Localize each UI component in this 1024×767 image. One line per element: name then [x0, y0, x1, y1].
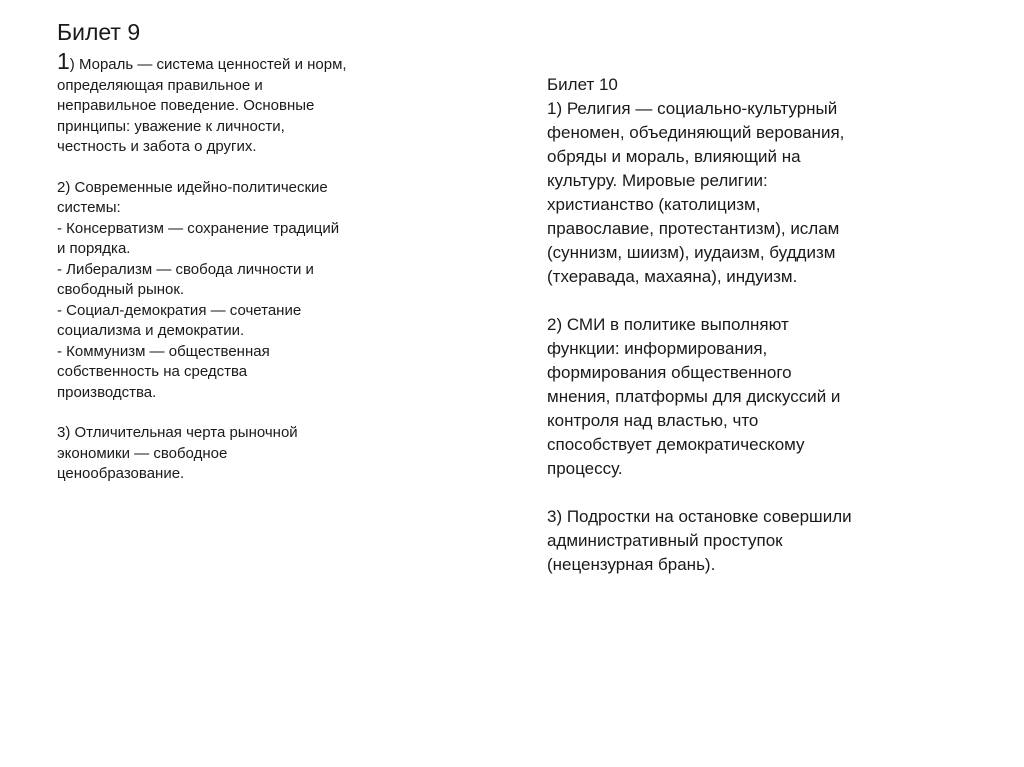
- ticket-9-item-2-line: и порядка.: [57, 240, 131, 257]
- ticket-10-item-3: [547, 505, 927, 577]
- ticket-9-item-1-line: [57, 48, 402, 76]
- ticket-10-item-2-line: контроля над властью, что: [547, 411, 759, 430]
- ticket-9-item-2-line: - Коммунизм — общественная: [57, 342, 270, 360]
- spacer: [547, 481, 927, 505]
- ticket-9-item-1-number: 1: [57, 48, 70, 74]
- ticket-9-item-2-line: собственность на средства: [57, 363, 248, 380]
- ticket-9-item-2-line: производства.: [57, 383, 157, 401]
- ticket-9-item-1-line: принципы: уважение к личности,: [57, 117, 285, 135]
- ticket-10-item-1-line: христианство (католицизм,: [547, 195, 761, 214]
- ticket-9-item-3-line: ценообразование.: [57, 465, 185, 482]
- ticket-9-item-2-line: социализма и демократии.: [57, 322, 245, 339]
- ticket-9-body: [57, 48, 402, 485]
- ticket-10-item-2: [547, 313, 927, 481]
- ticket-9-item-2: [57, 178, 402, 404]
- ticket-10-item-2-line: способствует демократическому: [547, 435, 805, 454]
- ticket-9-title: Билет 9: [57, 19, 141, 45]
- ticket-10-item-1-line: 1) Религия — социально-культурный: [547, 99, 838, 118]
- ticket-9-item-3-line: экономики — свободное: [57, 444, 228, 462]
- spacer: [547, 289, 927, 313]
- ticket-10-item-2-line: процессу.: [547, 459, 623, 478]
- ticket-9-item-2-line: - Либерализм — свобода личности и: [57, 260, 314, 278]
- ticket-9-item-1-line: определяющая правильное и: [57, 76, 263, 94]
- ticket-9-item-2-line: - Консерватизм — сохранение традиций: [57, 219, 340, 237]
- ticket-10-title: Билет 10: [547, 75, 618, 94]
- ticket-10-item-1-line: культуру. Мировые религии:: [547, 171, 768, 190]
- ticket-9-item-2-line: системы:: [57, 199, 121, 216]
- ticket-10-item-2-line: функции: информирования,: [547, 339, 768, 358]
- ticket-10-item-1-line: феномен, объединяющий верования,: [547, 123, 845, 142]
- ticket-10-item-3-line: 3) Подростки на остановке совершили: [547, 507, 852, 526]
- spacer: [57, 158, 402, 178]
- ticket-10-item-1: [547, 97, 927, 289]
- ticket-10-item-1-line: обряды и мораль, влияющий на: [547, 147, 801, 166]
- ticket-9-item-1: [57, 48, 402, 158]
- ticket-10-item-1-line: православие, протестантизм), ислам: [547, 219, 840, 238]
- ticket-9-item-1-text: ) Мораль — система ценностей и норм,: [69, 56, 347, 73]
- ticket-9-item-2-line: свободный рынок.: [57, 281, 185, 298]
- ticket-10-item-2-line: 2) СМИ в политике выполняют: [547, 315, 789, 334]
- ticket-10-column: [547, 73, 927, 577]
- ticket-9-item-2-line: - Социал-демократия — сочетание: [57, 301, 302, 319]
- ticket-10-item-2-line: формирования общественного: [547, 363, 792, 382]
- ticket-10-item-3-line: (нецензурная брань).: [547, 555, 716, 574]
- ticket-9-item-3: [57, 423, 402, 485]
- ticket-9-column: [57, 18, 402, 485]
- ticket-9-item-3-line: 3) Отличительная черта рыночной: [57, 424, 298, 441]
- ticket-10-item-3-line: административный проступок: [547, 531, 783, 550]
- ticket-10-body: [547, 73, 927, 577]
- ticket-10-item-1-line: (суннизм, шиизм), иудаизм, буддизм: [547, 243, 836, 262]
- ticket-9-item-1-line: честность и забота о других.: [57, 138, 257, 155]
- ticket-9-item-1-line: неправильное поведение. Основные: [57, 97, 315, 114]
- ticket-10-item-1-line: (тхеравада, махаяна), индуизм.: [547, 267, 798, 286]
- spacer: [57, 403, 402, 423]
- ticket-10-item-2-line: мнения, платформы для дискуссий и: [547, 387, 841, 406]
- ticket-9-item-2-line: 2) Современные идейно-политические: [57, 178, 328, 196]
